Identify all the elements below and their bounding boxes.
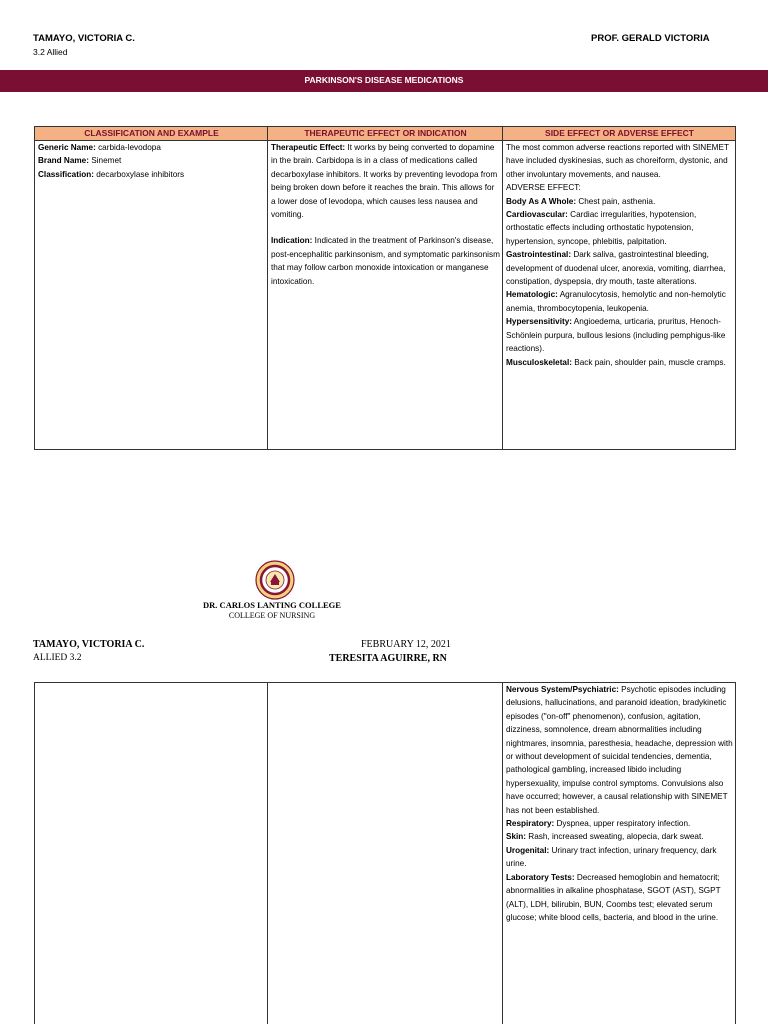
entry: [506, 844, 733, 871]
classification-cell: [35, 141, 268, 450]
entry-label: Respiratory:: [506, 819, 555, 829]
entry-text: Indicated in the treatment of Parkinson's disease, post-encephalitic parkinsonism, and symptomatic parkinsonism that may follow carbon monoxide intoxication or manganese intoxication.: [271, 236, 500, 286]
entry-text: Sinemet: [88, 156, 122, 166]
entry-text: Agranulocytosis, hemolytic and non-hemolytic anemia, thrombocytopenia, leukopenia.: [506, 290, 726, 313]
student-name: TAMAYO, VICTORIA C.: [33, 33, 135, 44]
entry: [38, 141, 265, 154]
column-header-therapeutic: THERAPEUTIC EFFECT OR INDICATION: [268, 127, 503, 141]
entry-text: Dark saliva, gastrointestinal bleeding, development of duodenal ulcer, anorexia, vomiting, diarrhea, constipation, dyspepsia, dry mouth, taste alterations.: [506, 250, 726, 287]
entry: [506, 830, 733, 843]
entry: [271, 141, 500, 221]
paragraph-gap: [271, 221, 500, 234]
entry-label: Therapeutic Effect:: [271, 143, 346, 152]
side-effects-cell-continued: [503, 683, 736, 1024]
entry-text: carbida-levodopa: [95, 143, 161, 152]
entry: [506, 356, 733, 369]
medication-table: [34, 126, 736, 450]
entry-label: Urogenital:: [506, 845, 550, 855]
entry-label: Gastrointestinal:: [506, 250, 572, 260]
entry-text: ADVERSE EFFECT:: [506, 183, 581, 193]
entry-label: Generic Name:: [38, 143, 96, 152]
column-header-side-effects: SIDE EFFECT OR ADVERSE EFFECT: [503, 127, 736, 141]
college-seal-icon: [255, 560, 295, 600]
entry: [506, 315, 733, 355]
entry-label: Laboratory Tests:: [506, 872, 575, 882]
entry-label: Musculoskeletal:: [506, 357, 572, 367]
entry-label: Indication:: [271, 236, 313, 246]
entry-label: Cardiovascular:: [506, 210, 568, 220]
entry: [506, 181, 733, 194]
entry-label: Hypersensitivity:: [506, 317, 572, 327]
therapeutic-cell-empty: [268, 683, 503, 1024]
college-department: COLLEGE OF NURSING: [228, 611, 316, 620]
entry-text: Decreased hemoglobin and hematocrit; abnormalities in alkaline phosphatase, SGOT (AST), SGPT (ALT), LDH, bilirubin, BUN, Coombs test; elevated serum glucose; white blood cells, bacteria, and blood in the urine.: [506, 872, 721, 922]
section-label: 3.2 Allied: [33, 47, 68, 57]
entry-text: Angioedema, urticaria, pruritus, Henoch-Schönlein purpura, bullous lesions (including pemphigus-like reactions).: [506, 317, 726, 354]
classification-cell-empty: [35, 683, 268, 1024]
footer-date: FEBRUARY 12, 2021: [361, 639, 451, 650]
title-banner: PARKINSON'S DISEASE MEDICATIONS: [0, 70, 768, 92]
entry: [506, 208, 733, 248]
therapeutic-cell: [268, 141, 503, 450]
entry: [506, 288, 733, 315]
entry: [506, 248, 733, 288]
entry-text: Psychotic episodes including delusions, hallucinations, and paranoid ideation, bradykinetic episodes ("on-off" phenomenon), confusion, agitation, dizziness, somnolence, dream abnormalities including nightmares, insomnia, paresthesia, headache, depression with or without development of suicidal tendencies, dementia, pathological gambling, increased libido including hypersexuality, impulse control symptoms. Convulsions also have occurred; however, a causal relationship with SINEMET has not been established.: [506, 685, 733, 815]
entry-label: Classification:: [38, 169, 94, 179]
entry: [506, 195, 733, 208]
table-row: [35, 141, 736, 450]
college-name: DR. CARLOS LANTING COLLEGE: [203, 600, 341, 610]
entry-label: Nervous System/Psychiatric:: [506, 685, 619, 694]
entry-text: The most common adverse reactions reported with SINEMET have included dyskinesias, such as choreiform, dystonic, and other involuntary movements, and nausea.: [506, 143, 729, 179]
entry: [506, 817, 733, 830]
entry-text: Back pain, shoulder pain, muscle cramps.: [571, 357, 726, 367]
entry: [506, 141, 733, 181]
entry: [506, 683, 733, 817]
entry: [506, 871, 733, 925]
entry-text: Urinary tract infection, urinary frequency, dark urine.: [506, 845, 717, 869]
footer-section: ALLIED 3.2: [33, 653, 82, 663]
entry-text: Cardiac irregularities, hypotension, orthostatic effects including orthostatic hypotension, hypertension, syncope, phlebitis, palpitation.: [506, 210, 697, 246]
entry-text: decarboxylase inhibitors: [93, 169, 185, 179]
entry: [271, 234, 500, 288]
side-effects-cell: [503, 141, 736, 450]
entry-text: Dyspnea, upper respiratory infection.: [554, 819, 691, 829]
footer-student-name: TAMAYO, VICTORIA C.: [33, 639, 145, 650]
table-header-row: [35, 127, 736, 141]
entry-label: Body As A Whole:: [506, 196, 577, 206]
entry-text: It works by being converted to dopamine in the brain. Carbidopa is in a class of medications called decarboxylase inhibitors. It works by preventing levodopa from being broken down before it reaches the brain. This allows for a lower dose of levodopa, which causes less nausea and vomiting.: [271, 143, 498, 220]
table-row: [35, 683, 736, 1024]
column-header-classification: CLASSIFICATION AND EXAMPLE: [35, 127, 268, 141]
entry-label: Brand Name:: [38, 156, 89, 166]
entry-label: Skin:: [506, 832, 527, 842]
entry-label: Hematologic:: [506, 290, 558, 300]
footer-instructor: TERESITA AGUIRRE, RN: [329, 653, 447, 664]
entry: [38, 154, 265, 167]
entry-text: Rash, increased sweating, alopecia, dark sweat.: [526, 832, 704, 842]
medication-table-continued: [34, 682, 736, 1024]
entry: [38, 168, 265, 181]
professor-name: PROF. GERALD VICTORIA: [591, 33, 710, 44]
entry-text: Chest pain, asthenia.: [576, 196, 656, 206]
